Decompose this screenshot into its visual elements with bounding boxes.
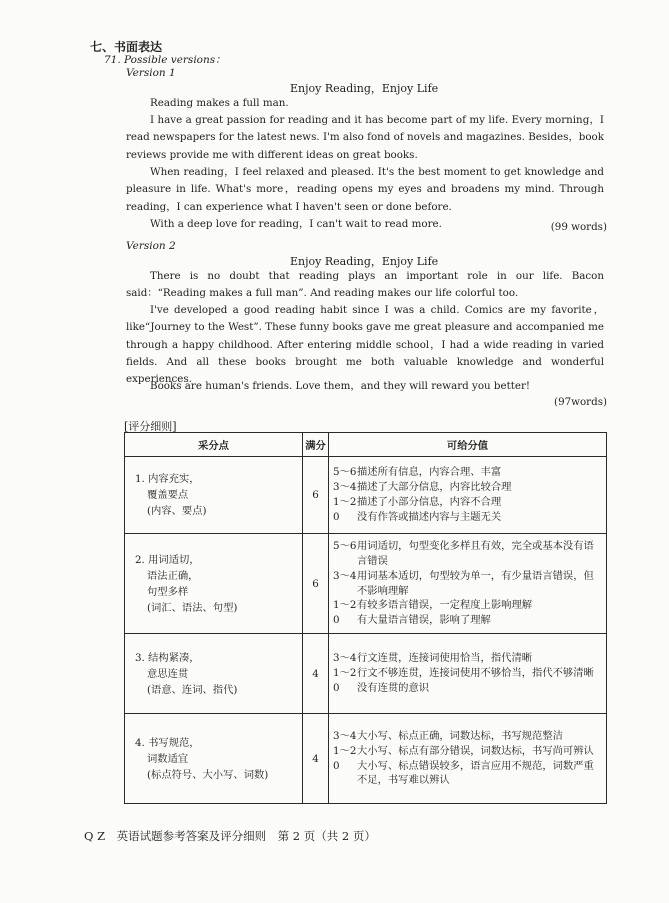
rubric-item-cell: [125, 457, 303, 534]
score-line: [333, 480, 602, 495]
rubric-tag: [评分细则]: [124, 420, 177, 433]
item-line: 语法正确，: [147, 569, 199, 582]
score-text: 用词适切，句型变化多样且有效，完全或基本没有语言错误: [357, 540, 594, 567]
score-text: 没有连贯的意识: [357, 681, 430, 694]
version2-paragraph-3: Books are human's friends. Love them，and they will reward you better!: [150, 380, 531, 392]
full-score-cell: 4: [303, 714, 329, 804]
item-line: (词汇、语法、句型): [147, 601, 238, 614]
item-line: 1. 内容充实，: [135, 473, 200, 485]
score-line: [333, 569, 602, 599]
score-line: [333, 598, 602, 613]
score-range: 3～4: [333, 481, 357, 494]
rubric-item-cell: [125, 714, 303, 804]
score-line: [333, 539, 602, 569]
rubric-row: [125, 534, 607, 634]
question-label: 71. Possible versions：: [104, 54, 226, 66]
version1-word-count: (99 words): [550, 221, 607, 233]
score-range: 1～2: [333, 744, 357, 757]
version1-paragraph-1: Reading makes a full man.: [150, 97, 289, 109]
score-text: 行文连贯，连接词使用恰当，指代清晰: [357, 652, 533, 665]
score-line: [333, 651, 602, 666]
item-line: (内容、要点): [147, 505, 207, 517]
score-range: 3～4: [333, 652, 357, 665]
item-line: (标点符号、大小写、词数): [147, 768, 269, 781]
item-line: 3. 结构紧凑，: [135, 651, 200, 664]
score-range: 0: [333, 681, 340, 694]
score-line: [333, 681, 602, 696]
item-line: 4. 书写规范，: [135, 736, 200, 749]
version2-paragraph-2: I've developed a good reading habit since I was a child. Comics are my favorite，like“Journey to the West”. These funny books gave me great pleasure and accompanied me through a happy childhood. After entering middle school，I had a wide reading in varied fields. And all these books brought me both valuable knowledge and wonderful experiences.: [126, 304, 604, 386]
item-line: (语意、连词、指代): [147, 683, 238, 696]
score-line: [333, 666, 602, 681]
rubric-row: [125, 634, 607, 714]
score-range: 3～4: [333, 569, 357, 582]
score-range: 0: [333, 759, 340, 772]
score-line: [333, 744, 602, 759]
rubric-table: [124, 432, 607, 804]
score-text: 描述了小部分信息，内容不合理: [357, 496, 502, 508]
item-line: 意思连贯: [147, 667, 189, 680]
version1-paragraph-4: With a deep love for reading，I can't wait to read more.: [150, 218, 442, 230]
header-scoring-point: 采分点: [125, 433, 303, 457]
rubric-header-row: [125, 433, 607, 457]
header-available-score: 可给分值: [329, 433, 607, 457]
score-line: [333, 510, 602, 525]
score-cell: [329, 634, 607, 714]
page-footer: Q Z 英语试题参考答案及评分细则 第 2 页（共 2 页）: [84, 829, 376, 843]
score-text: 有大量语言错误，影响了理解: [357, 614, 491, 627]
rubric-row: [125, 457, 607, 534]
score-line: [333, 613, 602, 628]
version2-title: Enjoy Reading，Enjoy Life: [290, 255, 439, 268]
full-score-cell: 6: [303, 534, 329, 634]
rubric-item-cell: [125, 534, 303, 634]
score-range: 0: [333, 614, 340, 627]
rubric-row: [125, 714, 607, 804]
score-range: 0: [333, 510, 340, 523]
version1-paragraph-3: When reading，I feel relaxed and pleased. It's the best moment to get knowledge and pleasure in life. What's more，reading opens my eyes and broadens my mind. Through reading，I can experience what I haven't seen or done before.: [126, 166, 604, 213]
score-text: 有较多语言错误，一定程度上影响理解: [357, 599, 533, 612]
score-text: 用词基本适切，句型较为单一，有少量语言错误，但不影响理解: [357, 569, 594, 597]
rubric-item-cell: [125, 634, 303, 714]
score-text: 大小写、标点有部分错误，词数达标，书写尚可辨认: [357, 744, 594, 757]
score-cell: [329, 714, 607, 804]
version2-word-count: (97words): [554, 396, 607, 408]
score-line: [333, 465, 602, 480]
score-range: 1～2: [333, 599, 357, 612]
score-range: 5～6: [333, 540, 357, 553]
score-text: 大小写、标点正确，词数达标，书写规范整洁: [357, 729, 563, 742]
score-text: 描述了大部分信息，内容比较合理: [357, 481, 512, 494]
score-line: [333, 729, 602, 744]
score-cell: [329, 534, 607, 634]
version1-paragraph-2: I have a great passion for reading and it has become part of my life. Every morning，I read newspapers for the latest news. I'm also fond of novels and magazines. Besides，book reviews provide me with different ideas on great books.: [126, 114, 604, 161]
full-score-cell: 6: [303, 457, 329, 534]
score-text: 大小写、标点错误较多，语言应用不规范，词数严重不足，书写难以辨认: [357, 759, 594, 787]
score-text: 行文不够连贯，连接词使用不够恰当，指代不够清晰: [357, 667, 594, 680]
score-range: 1～2: [333, 496, 357, 508]
score-range: 3～4: [333, 729, 357, 742]
full-score-cell: 4: [303, 634, 329, 714]
item-line: 词数适宜: [147, 752, 189, 765]
score-line: [333, 759, 602, 789]
version1-title: Enjoy Reading，Enjoy Life: [290, 82, 439, 95]
item-line: 2. 用词适切，: [135, 553, 200, 566]
header-full-score: 满分: [303, 433, 329, 457]
item-line: 覆盖要点: [147, 489, 189, 501]
version2-label: Version 2: [126, 240, 176, 252]
score-line: [333, 495, 602, 510]
score-range: 5～6: [333, 466, 357, 479]
score-cell: [329, 457, 607, 534]
version2-paragraph-1: There is no doubt that reading plays an important role in our life. Bacon said：“Reading makes a full man”. And reading makes our life colorful too.: [126, 270, 604, 300]
version1-label: Version 1: [126, 67, 176, 79]
score-range: 1～2: [333, 667, 357, 680]
score-text: 没有作答或描述内容与主题无关: [357, 510, 502, 523]
score-text: 描述所有信息，内容合理、丰富: [357, 466, 502, 479]
section-heading: 七、书面表达: [90, 40, 163, 54]
item-line: 句型多样: [147, 585, 189, 598]
